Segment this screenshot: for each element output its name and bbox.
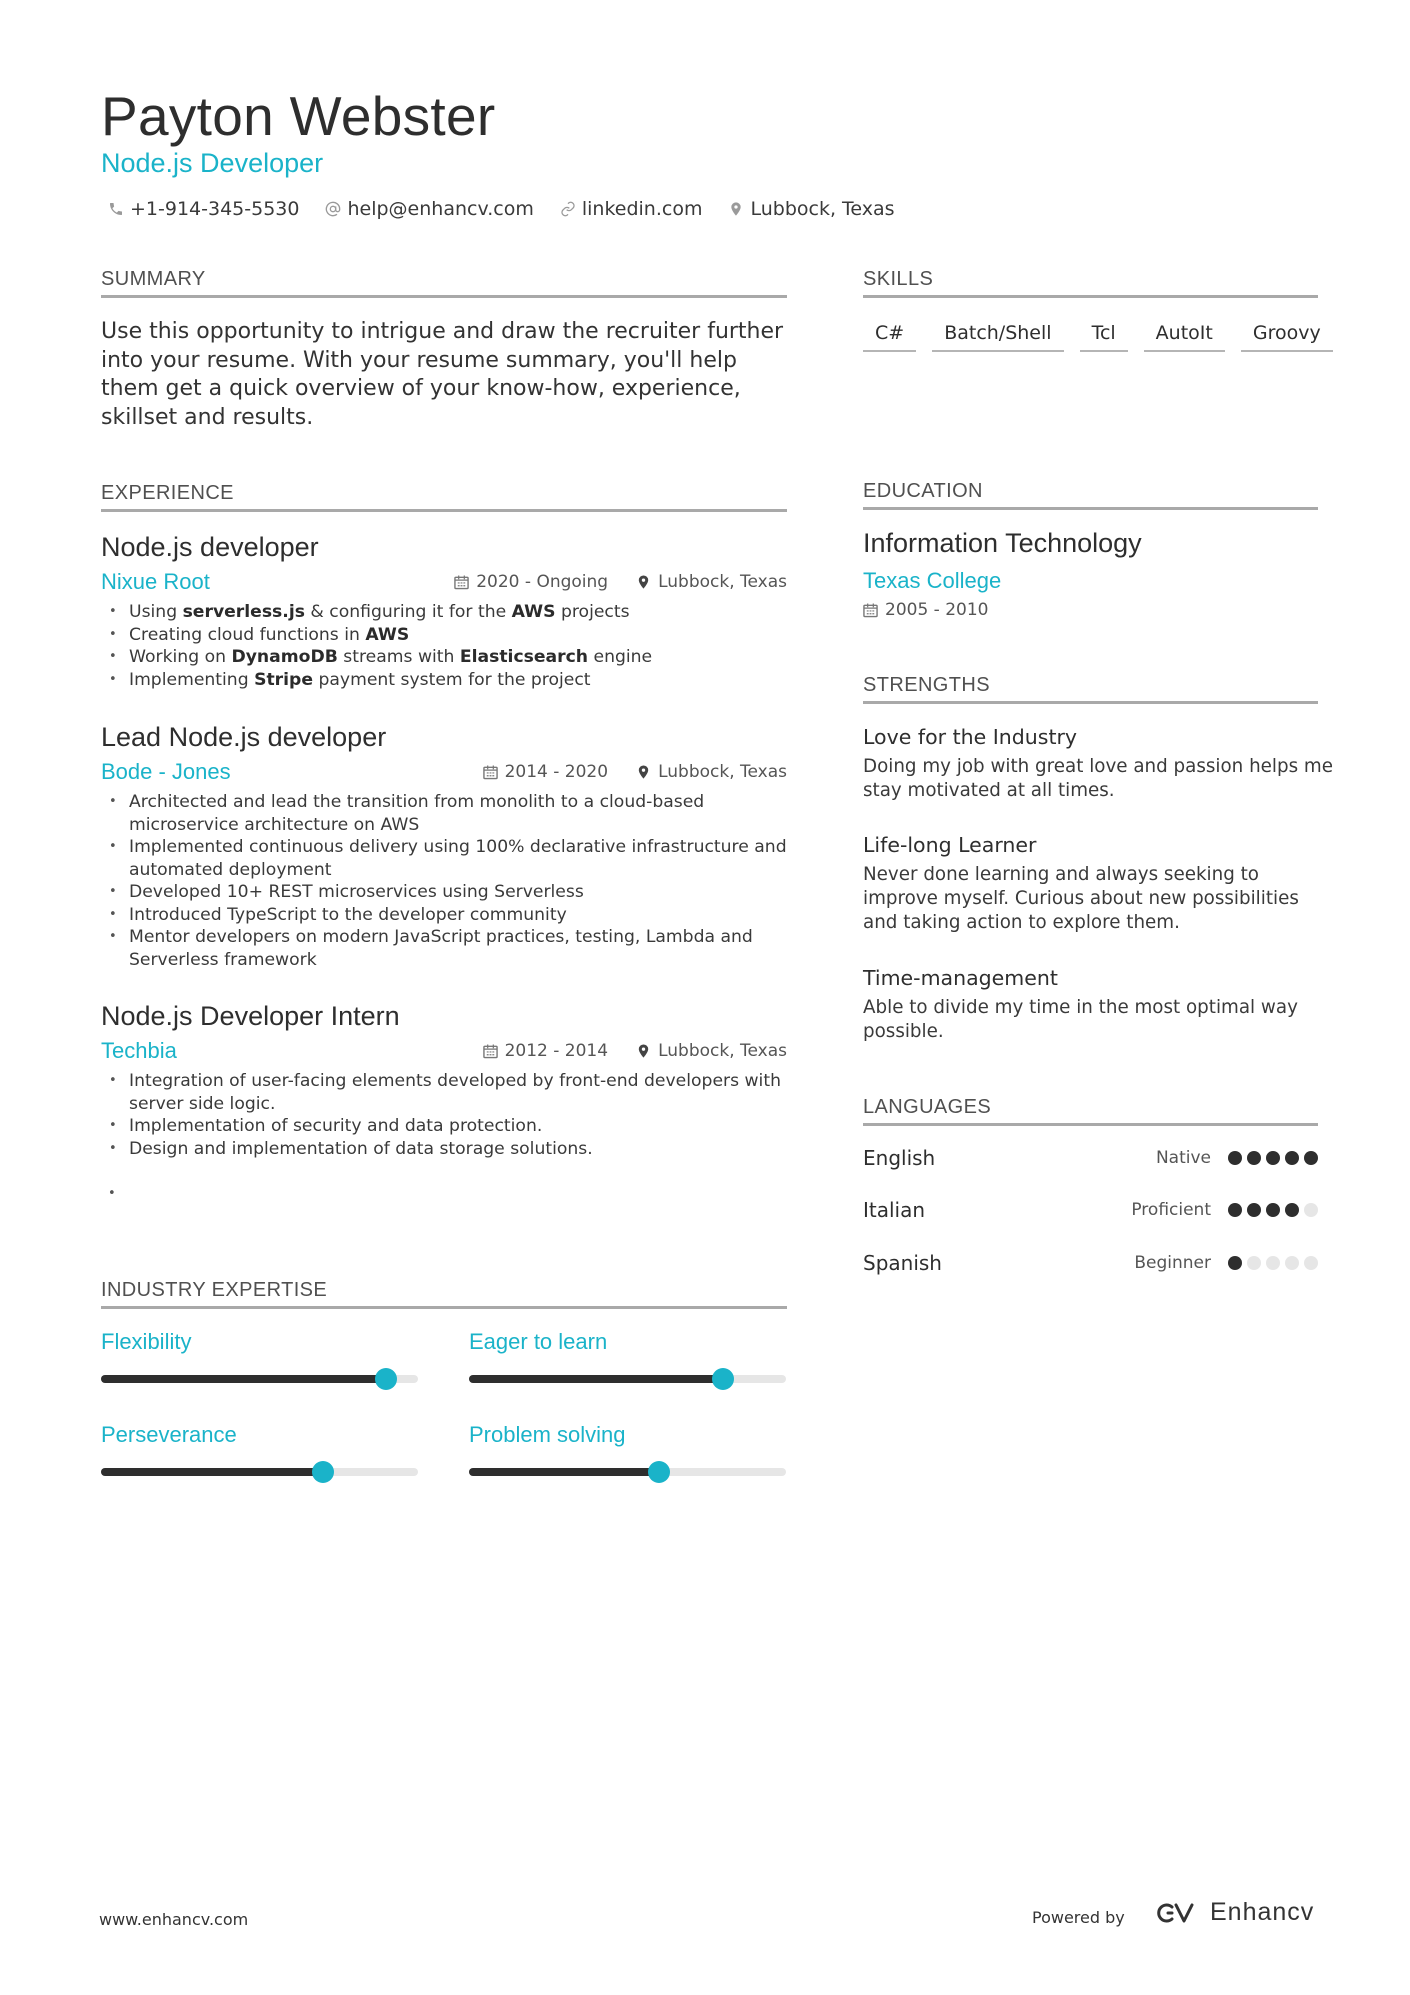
empty-bullet-marker: • (108, 1186, 116, 1201)
job-bullets (101, 601, 787, 691)
footer-url[interactable]: www.enhancv.com (99, 1910, 249, 1929)
expertise-label: Flexibility (101, 1329, 192, 1354)
contact-email[interactable] (325, 198, 533, 220)
job-title: Node.js Developer Intern (101, 1001, 400, 1031)
location-icon (636, 764, 651, 780)
strength-item (863, 725, 1333, 803)
expertise-item (469, 1329, 786, 1383)
skill-tag: Groovy (1241, 322, 1333, 352)
job-company: Bode - Jones (101, 759, 231, 784)
job-bullet: • Introduced TypeScript to the developer community (101, 904, 787, 927)
strength-desc: Doing my job with great love and passion helps me stay motivated at all times. (863, 756, 1333, 801)
expertise-knob (375, 1368, 397, 1390)
job-bullet: • Implementing Stripe payment system for the project (101, 669, 787, 692)
rating-dot-filled (1266, 1203, 1280, 1217)
education-dates: 2005 - 2010 (885, 600, 989, 620)
job-title: Lead Node.js developer (101, 722, 387, 752)
contact-bar (108, 198, 895, 220)
expertise-item (101, 1329, 418, 1383)
expertise-track (469, 1375, 786, 1383)
job-dates: 2020 - Ongoing (476, 572, 609, 592)
language-row (863, 1251, 1318, 1275)
job-company: Techbia (101, 1038, 177, 1063)
expertise-fill (101, 1468, 323, 1476)
skill-tag: C# (863, 322, 916, 352)
skills-list (863, 322, 1333, 352)
strength-title: Life-long Learner (863, 833, 1037, 857)
rating-dot-filled (1247, 1203, 1261, 1217)
job-entry (101, 532, 787, 691)
job-bullet: • Mentor developers on modern JavaScript practices, testing, Lambda and Serverless framework (101, 926, 787, 971)
rating-dot-empty (1266, 1256, 1280, 1270)
calendar-icon (483, 764, 498, 780)
language-rating (1228, 1256, 1318, 1270)
job-dates: 2012 - 2014 (504, 1041, 609, 1061)
strength-title: Love for the Industry (863, 725, 1078, 749)
expertise-label: Problem solving (469, 1422, 626, 1447)
job-entry (101, 722, 787, 971)
education-school: Texas College (863, 568, 1002, 593)
job-bullet: • Architected and lead the transition from monolith to a cloud-based microservice architecture on AWS (101, 791, 787, 836)
strength-item (863, 833, 1333, 935)
skill-tag: AutoIt (1144, 322, 1225, 352)
strength-desc: Able to divide my time in the most optimal way possible. (863, 997, 1298, 1042)
contact-email-text: help@enhancv.com (347, 198, 534, 220)
rating-dot-empty (1304, 1256, 1318, 1270)
language-name: Spanish (863, 1251, 942, 1275)
contact-location-text: Lubbock, Texas (750, 198, 895, 220)
rating-dot-filled (1304, 1151, 1318, 1165)
calendar-icon (863, 602, 878, 618)
job-dates: 2014 - 2020 (504, 762, 609, 782)
education-heading: EDUCATION (863, 480, 1318, 510)
expertise-track (101, 1375, 418, 1383)
expertise-fill (469, 1375, 723, 1383)
education-degree: Information Technology (863, 528, 1142, 558)
contact-location (728, 198, 894, 220)
strengths-heading: STRENGTHS (863, 674, 1318, 704)
strength-title: Time-management (863, 966, 1058, 990)
language-name: Italian (863, 1198, 926, 1222)
contact-linkedin[interactable] (560, 198, 703, 220)
footer-logo[interactable] (1152, 1898, 1314, 1927)
expertise-item (469, 1422, 786, 1476)
summary-text: Use this opportunity to intrigue and draw the recruiter further into your resume. With your resume summary, you'll help them get a quick overview of your know-how, experience, skillset and results. (101, 319, 784, 430)
expertise-fill (101, 1375, 386, 1383)
job-bullet: • Integration of user-facing elements developed by front-end developers with server side logic. (101, 1070, 787, 1115)
footer-brand: Enhancv (1210, 1898, 1315, 1926)
job-bullets (101, 791, 787, 971)
rating-dot-filled (1247, 1151, 1261, 1165)
rating-dot-empty (1304, 1203, 1318, 1217)
rating-dot-filled (1285, 1203, 1299, 1217)
rating-dot-empty (1247, 1256, 1261, 1270)
languages-heading: LANGUAGES (863, 1096, 1318, 1126)
job-company: Nixue Root (101, 569, 210, 594)
language-level: Proficient (1131, 1200, 1211, 1220)
job-bullet: • Using serverless.js & configuring it for the AWS projects (101, 601, 787, 624)
language-level: Beginner (1134, 1253, 1211, 1273)
language-name: English (863, 1146, 936, 1170)
skill-tag: Tcl (1080, 322, 1128, 352)
language-rating (1228, 1203, 1318, 1217)
job-location: Lubbock, Texas (658, 1041, 787, 1061)
expertise-knob (712, 1368, 734, 1390)
job-bullet: • Implementation of security and data protection. (101, 1115, 787, 1138)
job-bullet: • Implemented continuous delivery using 100% declarative infrastructure and automated deployment (101, 836, 787, 881)
expertise-item (101, 1422, 418, 1476)
summary-heading: SUMMARY (101, 268, 787, 298)
enhancv-logo-icon (1152, 1899, 1200, 1927)
rating-dot-filled (1228, 1151, 1242, 1165)
language-row (863, 1146, 1318, 1170)
calendar-icon (483, 1043, 498, 1059)
job-bullet: • Developed 10+ REST microservices using Serverless (101, 881, 787, 904)
location-icon (728, 201, 744, 217)
job-location: Lubbock, Texas (658, 572, 787, 592)
rating-dot-filled (1228, 1256, 1242, 1270)
contact-phone[interactable] (108, 198, 299, 220)
job-location: Lubbock, Texas (658, 762, 787, 782)
contact-phone-text: +1-914-345-5530 (130, 198, 300, 220)
phone-icon (108, 201, 124, 217)
skills-heading: SKILLS (863, 268, 1318, 298)
job-bullets (101, 1070, 787, 1160)
rating-dot-filled (1228, 1203, 1242, 1217)
candidate-name: Payton Webster (101, 85, 496, 147)
experience-heading: EXPERIENCE (101, 482, 787, 512)
rating-dot-empty (1285, 1256, 1299, 1270)
job-bullet: • Working on DynamoDB streams with Elasticsearch engine (101, 646, 787, 669)
language-row (863, 1198, 1318, 1222)
rating-dot-filled (1266, 1151, 1280, 1165)
language-level: Native (1155, 1148, 1211, 1168)
location-icon (636, 574, 651, 590)
at-icon (325, 201, 341, 217)
expertise-track (469, 1468, 786, 1476)
job-bullet: • Creating cloud functions in AWS (101, 624, 787, 647)
expertise-heading: INDUSTRY EXPERTISE (101, 1279, 787, 1309)
expertise-knob (312, 1461, 334, 1483)
expertise-label: Eager to learn (469, 1329, 608, 1354)
location-icon (636, 1043, 651, 1059)
strength-item (863, 966, 1333, 1044)
education-dates-row (863, 600, 988, 620)
skill-tag: Batch/Shell (932, 322, 1063, 352)
strength-desc: Never done learning and always seeking to improve myself. Curious about new possibilities and taking action to explore them. (863, 864, 1299, 933)
contact-linkedin-text: linkedin.com (581, 198, 703, 220)
rating-dot-filled (1285, 1151, 1299, 1165)
expertise-fill (469, 1468, 659, 1476)
footer-powered-by: Powered by (1032, 1908, 1125, 1927)
job-bullet: • Design and implementation of data storage solutions. (101, 1138, 787, 1161)
expertise-label: Perseverance (101, 1422, 237, 1447)
job-entry (101, 1001, 787, 1160)
expertise-track (101, 1468, 418, 1476)
expertise-knob (648, 1461, 670, 1483)
link-icon (560, 201, 576, 217)
candidate-title: Node.js Developer (101, 148, 324, 178)
language-rating (1228, 1151, 1318, 1165)
calendar-icon (454, 574, 469, 590)
job-title: Node.js developer (101, 532, 319, 562)
